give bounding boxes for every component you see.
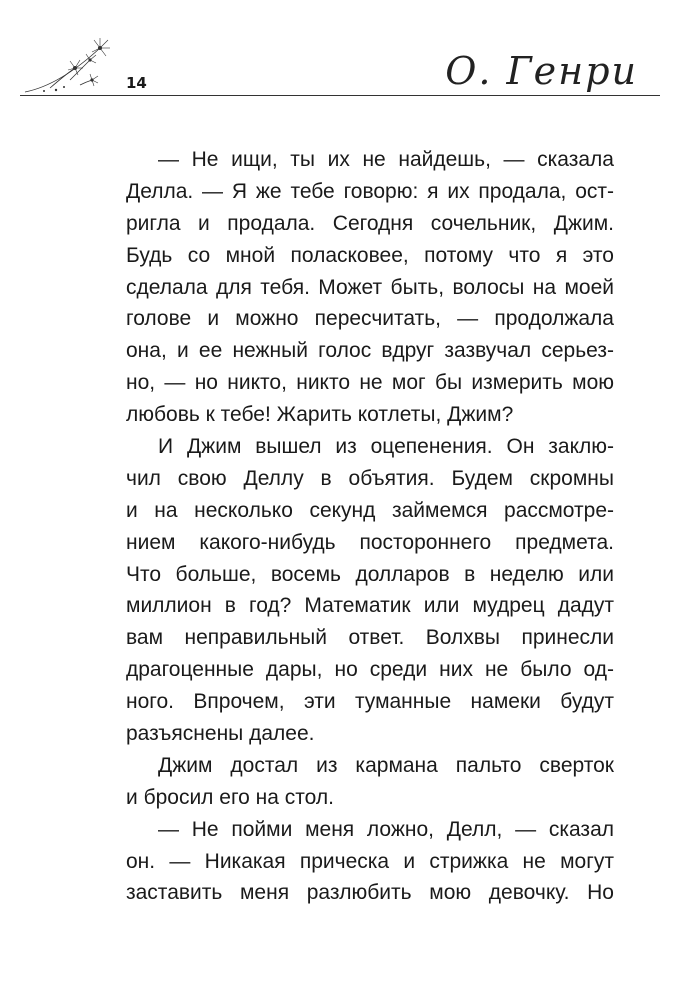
text-line: любовь к тебе! Жарить котлеты, Джим?	[126, 403, 514, 427]
text-line: Что больше, восемь долларов в неделю или	[126, 562, 614, 586]
dandelion-ornament-icon	[20, 30, 120, 100]
text-line: И Джим вышел из оцепенения. Он заклю-	[158, 435, 614, 459]
text-line: и на несколько секунд займемся рассмотре-	[126, 498, 614, 522]
text-line: Делла. — Я же тебе говорю: я их продала, ост-	[126, 179, 614, 203]
text-line: нием какого-нибудь постороннего предмета.	[126, 530, 614, 554]
paragraph	[126, 144, 614, 431]
text-line: но, — но никто, никто не мог бы измерить мою	[126, 371, 614, 395]
text-line: драгоценные дары, но среди них не было од-	[126, 658, 614, 682]
text-line: чил свою Деллу в объятия. Будем скромны	[126, 466, 614, 490]
paragraph	[126, 750, 614, 814]
text-line: Джим достал из кармана пальто сверток	[158, 753, 614, 777]
text-line: он. — Никакая прическа и стрижка не могут	[126, 849, 614, 873]
paragraph	[126, 431, 614, 750]
text-line: заставить меня разлюбить мою девочку. Но	[126, 881, 614, 905]
text-line: миллион в год? Математик или мудрец дадут	[126, 594, 614, 618]
text-line: — Не пойми меня ложно, Делл, — сказал	[158, 817, 614, 841]
paragraph	[126, 814, 614, 910]
text-line: голове и можно пересчитать, — продолжала	[126, 307, 614, 331]
text-line: вам неправильный ответ. Волхвы принесли	[126, 626, 614, 650]
page-number: 14	[126, 74, 147, 92]
text-line: Будь со мной поласковее, потому что я это	[126, 243, 614, 267]
header-rule	[20, 95, 660, 96]
text-line: сделала для тебя. Может быть, волосы на моей	[126, 275, 614, 299]
page-header	[0, 0, 700, 110]
text-line: разъяснены далее.	[126, 722, 315, 746]
text-line: ного. Впрочем, эти туманные намеки будут	[126, 690, 614, 714]
author-name: О. Генри	[445, 49, 638, 93]
text-line: ригла и продала. Сегодня сочельник, Джим.	[126, 211, 614, 235]
text-line: она, и ее нежный голос вдруг зазвучал серьез-	[126, 339, 614, 363]
text-line: и бросил его на стол.	[126, 785, 334, 809]
text-line: — Не ищи, ты их не найдешь, — сказала	[158, 148, 614, 171]
body-text	[126, 144, 614, 909]
